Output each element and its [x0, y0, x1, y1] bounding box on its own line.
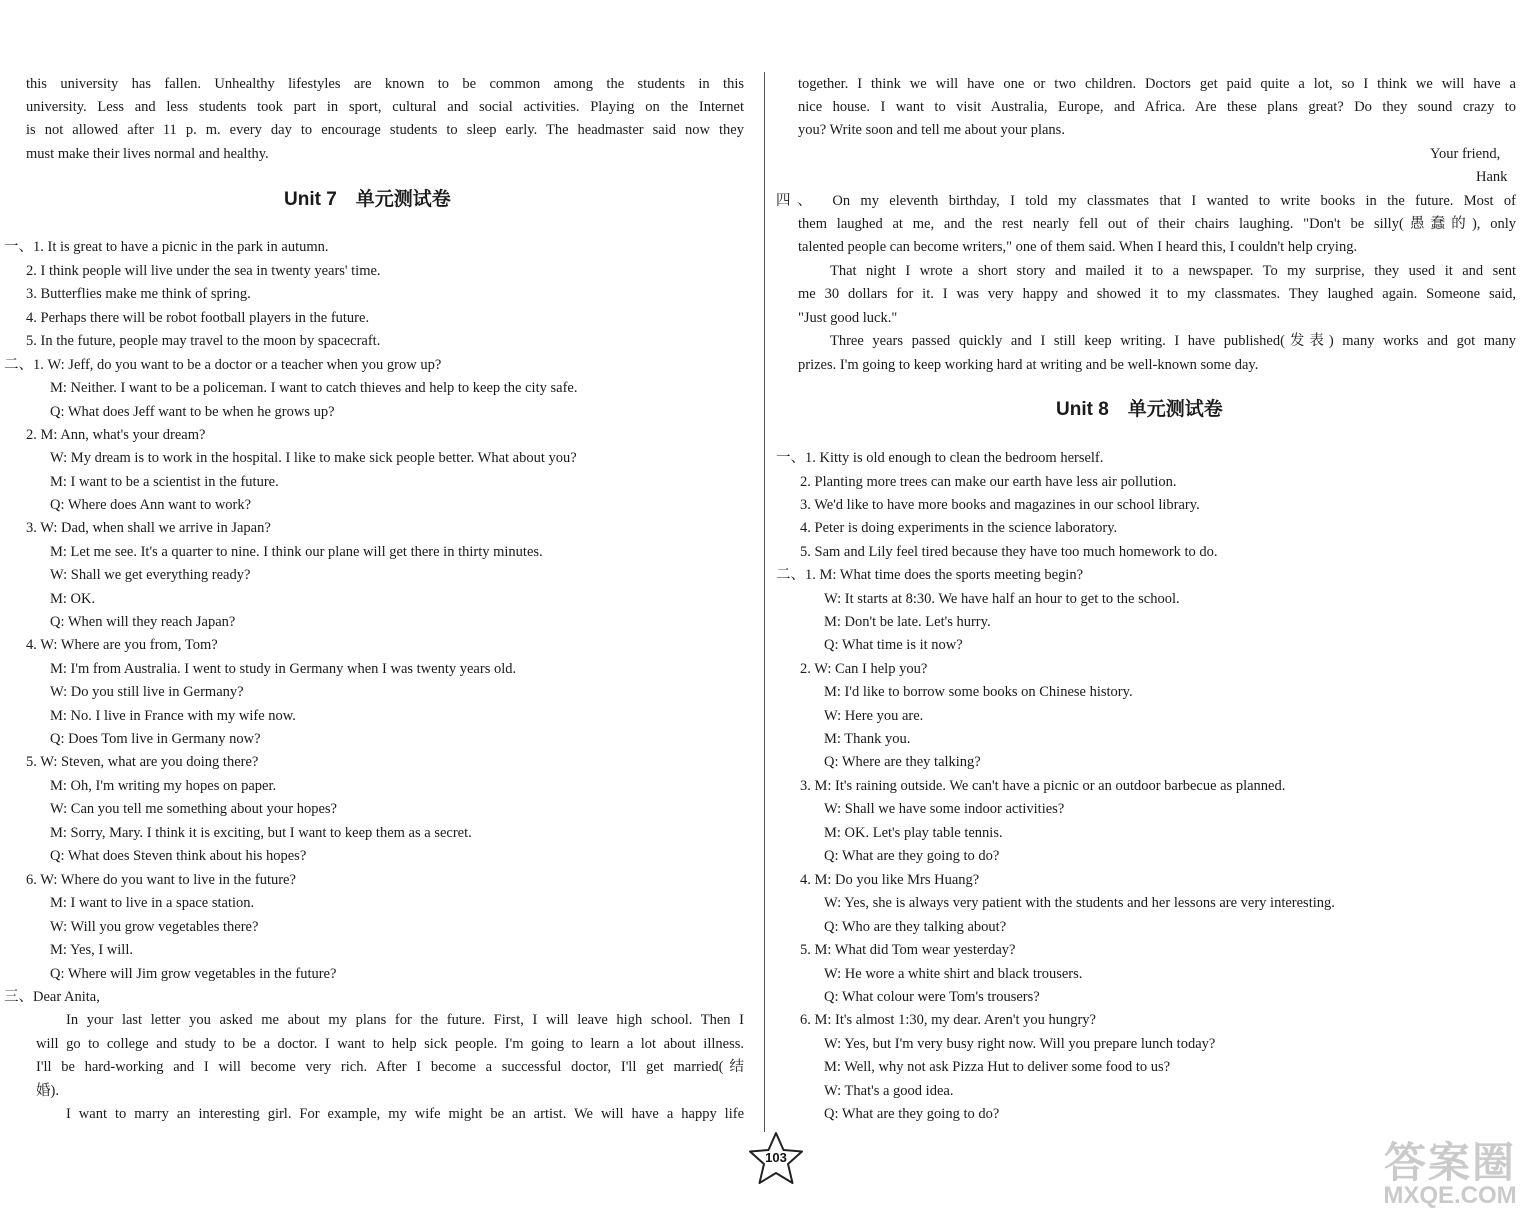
intro-line: university. Less and less students took part in sport, cultural and social activities. Playing on the Internet: [26, 99, 744, 115]
text-line: 一、1. Kitty is old enough to clean the bedroom herself.: [776, 450, 1104, 466]
text-line: W: That's a good idea.: [824, 1083, 954, 1099]
story-line: prizes. I'm going to keep working hard at writing and be well-known some day.: [798, 357, 1259, 373]
text-line: Q: Where will Jim grow vegetables in the future?: [50, 966, 337, 982]
letter-greeting: 三、Dear Anita,: [4, 989, 100, 1005]
watermark: [1370, 1130, 1530, 1216]
text-line: 2. Planting more trees can make our earth have less air pollution.: [800, 474, 1177, 490]
letter-line: together. I think we will have one or two children. Doctors get paid quite a lot, so I think we will have a: [798, 76, 1516, 92]
page-number: 103: [765, 1150, 787, 1165]
text-line: M: OK. Let's play table tennis.: [824, 825, 1003, 841]
text-line: W: Yes, she is always very patient with the students and her lessons are very interesting.: [824, 895, 1335, 911]
letter-closing: Your friend,: [1430, 146, 1501, 162]
text-line: Q: Who are they talking about?: [824, 919, 1007, 935]
letter-line: In your last letter you asked me about my plans for the future. First, I will leave high school. Then I: [66, 1012, 744, 1028]
text-line: 3. M: It's raining outside. We can't have a picnic or an outdoor barbecue as planned.: [800, 778, 1286, 794]
text-line: Q: What are they going to do?: [824, 848, 1000, 864]
text-line: 2. M: Ann, what's your dream?: [26, 427, 206, 443]
text-line: W: My dream is to work in the hospital. I like to make sick people better. What about you?: [50, 450, 577, 466]
text-line: M: Well, why not ask Pizza Hut to deliver some food to us?: [824, 1059, 1171, 1075]
text-line: M: I want to live in a space station.: [50, 895, 255, 911]
story-line: Three years passed quickly and I still keep writing. I have published(发表) many works and got many: [830, 333, 1516, 349]
text-line: 4. Perhaps there will be robot football players in the future.: [26, 310, 370, 326]
text-line: Q: Does Tom live in Germany now?: [50, 731, 261, 747]
text-line: 二、1. W: Jeff, do you want to be a doctor or a teacher when you grow up?: [4, 357, 442, 373]
text-line: Q: What does Steven think about his hopes?: [50, 848, 307, 864]
text-line: M: I want to be a scientist in the future.: [50, 474, 279, 490]
text-line: M: No. I live in France with my wife now.: [50, 708, 296, 724]
text-line: 3. W: Dad, when shall we arrive in Japan?: [26, 520, 271, 536]
text-line: M: I'm from Australia. I went to study in Germany when I was twenty years old.: [50, 661, 517, 677]
letter-line: nice house. I want to visit Australia, Europe, and Africa. Are these plans great? Do they sound crazy to: [798, 99, 1516, 115]
letter-line: 婚).: [36, 1083, 59, 1099]
intro-line: this university has fallen. Unhealthy lifestyles are known to be common among the students in this: [26, 76, 744, 92]
text-line: W: It starts at 8:30. We have half an hour to get to the school.: [824, 591, 1180, 607]
text-line: 二、1. M: What time does the sports meeting begin?: [776, 567, 1083, 583]
story-line: That night I wrote a short story and mailed it to a newspaper. To my surprise, they used it and sent: [830, 263, 1516, 279]
column-divider: [764, 72, 765, 1132]
text-line: W: Yes, but I'm very busy right now. Will you prepare lunch today?: [824, 1036, 1216, 1052]
story-line: "Just good luck.": [798, 310, 898, 326]
text-line: Q: Where does Ann want to work?: [50, 497, 252, 513]
text-line: W: He wore a white shirt and black trousers.: [824, 966, 1083, 982]
text-line: W: Here you are.: [824, 708, 924, 724]
text-line: W: Do you still live in Germany?: [50, 684, 244, 700]
intro-line: must make their lives normal and healthy.: [26, 146, 269, 162]
text-line: M: Sorry, Mary. I think it is exciting, but I want to keep them as a secret.: [50, 825, 472, 841]
text-line: M: Oh, I'm writing my hopes on paper.: [50, 778, 277, 794]
story-line: them laughed at me, and the rest nearly fell out of their chairs laughing. "Don't be silly(愚蠢的), only: [798, 216, 1516, 232]
text-line: M: Thank you.: [824, 731, 911, 747]
letter-line: I want to marry an interesting girl. For example, my wife might be an artist. We will have a happy life: [66, 1106, 744, 1122]
text-line: 4. M: Do you like Mrs Huang?: [800, 872, 980, 888]
story-line: 四、 On my eleventh birthday, I told my classmates that I wanted to write books in the future. Most of: [776, 193, 1516, 209]
unit7-heading: Unit 7 单元测试卷: [284, 189, 451, 210]
text-line: W: Can you tell me something about your hopes?: [50, 801, 337, 817]
text-line: Q: What time is it now?: [824, 637, 963, 653]
unit8-heading: Unit 8 单元测试卷: [1056, 399, 1223, 420]
story-line: me 30 dollars for it. I was very happy and showed it to my classmates. They laughed again. Someone said,: [798, 286, 1516, 302]
watermark-url: MXQE.COM: [1383, 1182, 1517, 1209]
text-line: Q: When will they reach Japan?: [50, 614, 236, 630]
text-line: M: OK.: [50, 591, 96, 607]
letter-line: will go to college and study to be a doctor. I want to help sick people. I'm going to learn a lot about illness.: [36, 1036, 744, 1052]
text-line: M: Let me see. It's a quarter to nine. I think our plane will get there in thirty minutes.: [50, 544, 543, 560]
text-line: W: Will you grow vegetables there?: [50, 919, 259, 935]
story-line: talented people can become writers," one of them said. When I heard this, I couldn't help crying.: [798, 239, 1358, 255]
text-line: 3. Butterflies make me think of spring.: [26, 286, 251, 302]
watermark-logo-text: 答案圈: [1383, 1138, 1516, 1187]
letter-signature: Hank: [1476, 169, 1508, 185]
text-line: Q: What colour were Tom's trousers?: [824, 989, 1040, 1005]
text-line: 4. W: Where are you from, Tom?: [26, 637, 218, 653]
text-line: 6. W: Where do you want to live in the future?: [26, 872, 296, 888]
text-line: 6. M: It's almost 1:30, my dear. Aren't you hungry?: [800, 1012, 1096, 1028]
text-line: M: I'd like to borrow some books on Chinese history.: [824, 684, 1133, 700]
intro-line: is not allowed after 11 p. m. every day to encourage students to sleep early. The headmaster said now they: [26, 122, 744, 138]
text-line: Q: Where are they talking?: [824, 754, 981, 770]
text-line: 5. Sam and Lily feel tired because they have too much homework to do.: [800, 544, 1218, 560]
text-line: 3. We'd like to have more books and magazines in our school library.: [800, 497, 1200, 513]
text-line: 5. M: What did Tom wear yesterday?: [800, 942, 1016, 958]
text-line: Q: What are they going to do?: [824, 1106, 1000, 1122]
page-number-badge: [744, 1130, 808, 1190]
letter-line: I'll be hard-working and I will become very rich. After I become a successful doctor, I'll get married(结: [36, 1059, 744, 1075]
text-line: 一、1. It is great to have a picnic in the park in autumn.: [4, 239, 329, 255]
text-line: M: Yes, I will.: [50, 942, 133, 958]
text-line: 2. I think people will live under the sea in twenty years' time.: [26, 263, 381, 279]
text-line: W: Shall we get everything ready?: [50, 567, 251, 583]
text-line: Q: What does Jeff want to be when he grows up?: [50, 404, 335, 420]
text-line: W: Shall we have some indoor activities?: [824, 801, 1065, 817]
text-line: 5. W: Steven, what are you doing there?: [26, 754, 259, 770]
text-line: M: Don't be late. Let's hurry.: [824, 614, 991, 630]
text-line: 5. In the future, people may travel to the moon by spacecraft.: [26, 333, 381, 349]
text-line: 2. W: Can I help you?: [800, 661, 928, 677]
letter-line: you? Write soon and tell me about your plans.: [798, 122, 1065, 138]
text-line: 4. Peter is doing experiments in the science laboratory.: [800, 520, 1118, 536]
text-line: M: Neither. I want to be a policeman. I want to catch thieves and help to keep the city safe.: [50, 380, 578, 396]
